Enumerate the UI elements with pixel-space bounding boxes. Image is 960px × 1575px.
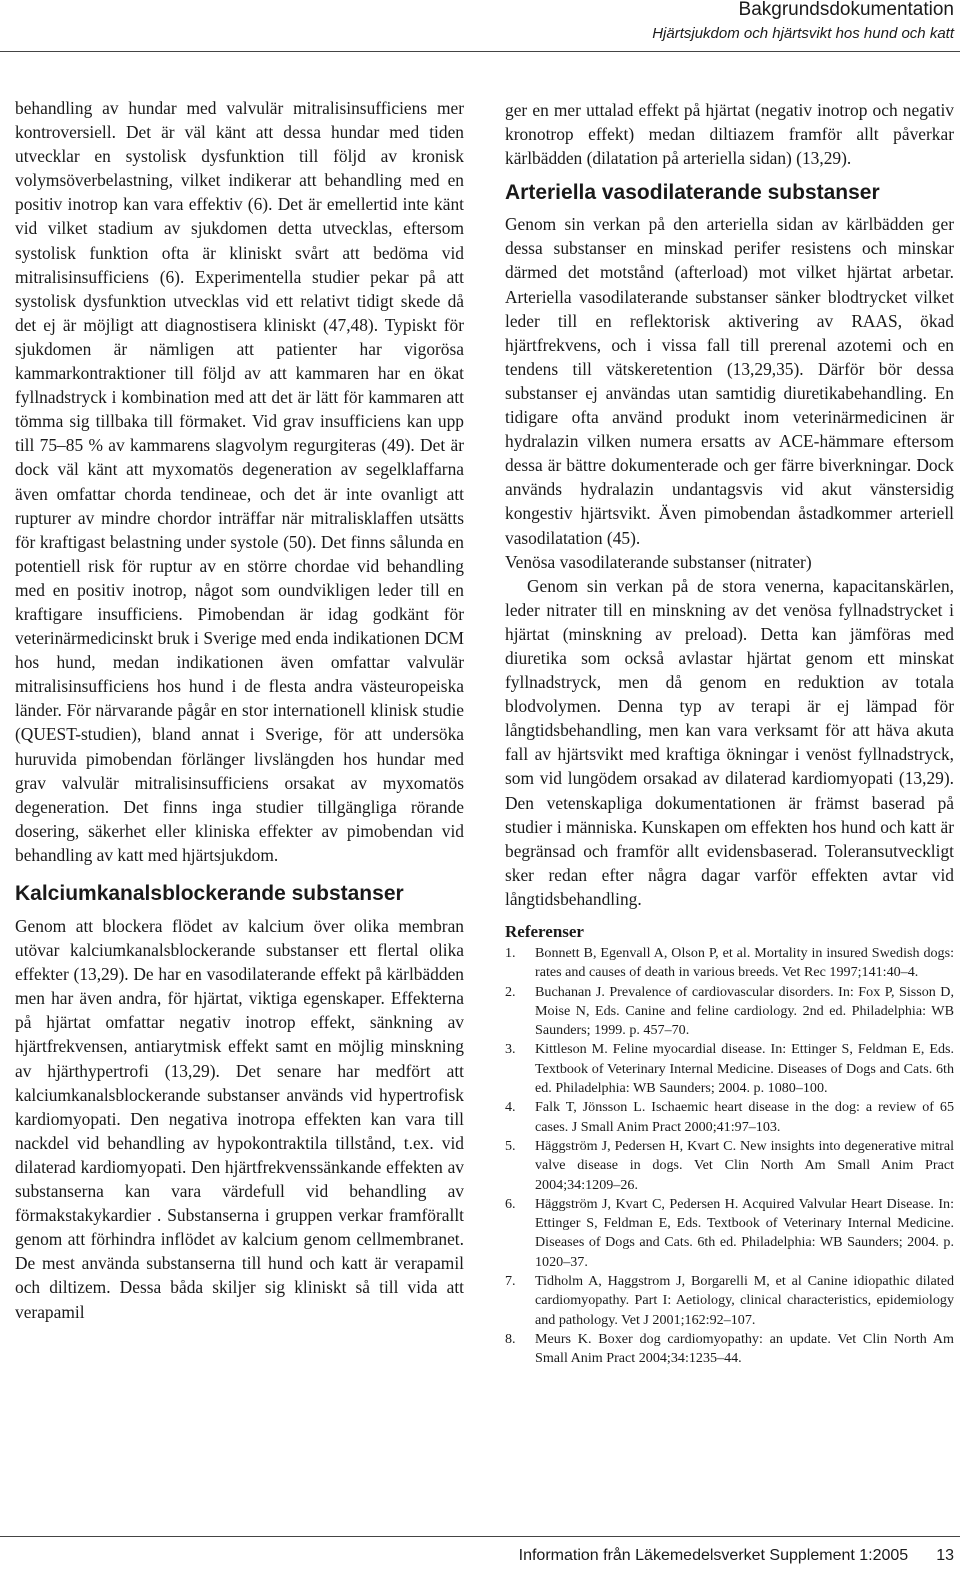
reference-text: Tidholm A, Haggstrom J, Borgarelli M, et al Canine idiopathic dilated cardiomyopathy. Part I: Aetiology, clinical characteristics, epidemiology and pathology. Vet J 2001;162:92–107.: [535, 1273, 954, 1328]
body-paragraph-nitrater: Genom sin verkan på de stora venerna, kapacitanskärlen, leder nitrater till en minskning av det venösa fyllnadstrycket i hjärtat (minskning av preload). Detta kan jämföras med diuretika som också avlastar hjärtat genom ett minskat fyllnadstryck, men då genom en reduktion av totala blodvolymen. Denna typ av terapi är ej lämpad för långtidsbehandling, men kan vara verksamt för att häva akuta fall av hjärtsvikt med kraftiga ökningar i venöst fyllnadstryck, som vid lungödem orsakad av dilaterad kardiomyopati (13,29). Den vetenskapliga dokumentationen är främst baserad på studier i människa. Kunskapen om effekten hos hund och katt är begränsad och framför allt evidensbaserad. Toleransutveckligt sker redan efter några dagar varför effekten avtar vid långtidsbehandling.: [505, 575, 954, 909]
reference-number: 6.: [505, 1195, 516, 1212]
body-paragraph-continued: ger en mer uttalad effekt på hjärtat (negativ inotrop och negativ kronotrop effekt) medan diltiazem framför allt påverkar kärlbädden (dilatation på arteriella sidan) (13,29).: [505, 100, 954, 169]
reference-number: 1.: [505, 945, 516, 961]
reference-item: [505, 1272, 954, 1330]
right-column: [505, 98, 954, 1369]
body-paragraph-arteriella: Genom sin verkan på den arteriella sidan av kärlbädden ger dessa substanser en minskad perifer resistens och minskar därmed det motstånd (afterload) mot vilket hjärtat arbetar. Arteriella vasodilaterande substanser sänker blodtrycket vilket leder till en reflektorisk aktivering av RAAS, ökad hjärtfrekvens, och i vissa fall till prerenal azotemi och en tendens till vätskeretention (13,29,35). Därför bör dessa substanser ej användas utan samtidig diuretikabehandling. En tidigare ofta använd produkt inom veterinärmedicinen är hydralazin vilken numera ersatts av ACE-hämmare eftersom dessa är bättre dokumenterade och ger färre biverkningar. Dock används hydralazin undantagsvis vid akut vänstersidig kongestiv hjärtsvikt. Även pimobendan åstadkommer arteriell vasodilatation (45).: [505, 214, 954, 548]
reference-item: [505, 983, 954, 1041]
reference-text: Bonnett B, Egenvall A, Olson P, et al. Mortality in insured Swedish dogs: rates and causes of death in various breeds. Vet Rec 1997;141:40–4.: [535, 945, 954, 981]
references-list: [505, 944, 954, 1369]
reference-item: [505, 1137, 954, 1195]
reference-number: 5.: [505, 1137, 516, 1154]
heading-kalciumkanalsblockerande: Kalciumkanalsblockerande substanser: [15, 882, 404, 905]
reference-number: 2.: [505, 983, 516, 1000]
left-column: [15, 96, 464, 1324]
reference-number: 3.: [505, 1041, 516, 1058]
references-heading: Referenser: [505, 922, 584, 941]
reference-text: Meurs K. Boxer dog cardiomyopathy: an update. Vet Clin North Am Small Anim Pract 2004;34:1235–44.: [535, 1330, 954, 1367]
page-header: [652, 0, 954, 44]
reference-text: Buchanan J. Prevalence of cardiovascular disorders. In: Fox P, Sisson D, Moise N, Eds. Canine and feline cardiology. 2nd ed. Philadelphia: WB Saunders; 1999. p. 457–70.: [535, 983, 954, 1039]
body-paragraph-kalcium: Genom att blockera flödet av kalcium över olika membran utövar kalciumkanalsblockerande substanser ett flertal olika effekter (13,29). De har en vasodilaterande effekt på kärlbädden men har även andra, för hjärtat, viktiga egenskaper. Effekterna på hjärtat omfattar negativ inotrop effekt, sänkning av hjärtfrekvensen, antiarytmisk effekt samt en möjlig minskning av hjärthypertrofi (13,29). Det senare har medfört att kalciumkanalsblockerande substanser används vid hypertrofisk kardiomyopati. Den negativa inotropa effekten kan vara till nackdel vid behandling av hypokontraktila tillstånd, t.ex. vid dilaterad kardiomyopati. Den hjärtfrekvenssänkande effekten av substanserna kan vara värdefull vid behandling av förmakstakykardier . Substanserna i gruppen verkar framförallt genom att förhindra inflödet av kalcium genom cellmembranet. De mest använda substanserna till hund och katt är verapamil och diltizem. Dessa båda skiljer sig kliniskt så till vida att verapamil: [15, 916, 464, 1322]
header-divider: [0, 51, 960, 52]
reference-number: 7.: [505, 1273, 516, 1290]
reference-number: 8.: [505, 1330, 516, 1347]
reference-text: Häggström J, Kvart C, Pedersen H. Acquired Valvular Heart Disease. In: Ettinger S, Feldman E, Eds. Textbook of Veterinary Internal Medicine. Diseases of Dogs and Cats. 6th ed. Philadelphia: WB Saunders; 2004. p. 1020–37.: [535, 1195, 954, 1270]
reference-item: [505, 944, 954, 983]
subheading-venosa: Venösa vasodilaterande substanser (nitrater): [505, 551, 812, 572]
reference-text: Kittleson M. Feline myocardial disease. In: Ettinger S, Feldman E, Eds. Textbook of Veterinary Internal Medicine. Diseases of Dogs and Cats. 6th ed. Philadelphia: WB Saunders; 2004. p. 1080–100.: [535, 1041, 954, 1097]
reference-item: [505, 1098, 954, 1137]
reference-item: [505, 1195, 954, 1272]
page-footer: [519, 1545, 954, 1567]
body-paragraph-pimobendan: behandling av hundar med valvulär mitralisinsufficiens mer kontroversiell. Det är väl känt att dessa hundar med tiden utvecklar en systolisk dysfunktion till följd av kronisk volymsöverbelastning, vilket indikerar att behandling med en positiv inotrop kan vara effektiv (6). Det är emellertid inte känt vid vilket stadium av sjukdomen detta utvecklas, eftersom systolisk funktion ofta är kliniskt svårt att bedöma vid mitralisinsufficiens (6). Experimentella studier pekar på att systolisk dysfunktion utvecklas vid ett relativt tidigt skede då det ej är möjligt att diagnostisera kliniskt (47,48). Typiskt för sjukdomen är nämligen att patienter har vigorösa kammarkontraktioner till följd av att kammaren har en ökat fyllnadstryck i kombination med att det är lätt för kammaren att tömma sig tillbaka till förmaket. Vid grav insufficiens kan upp till 75–85 % av kammarens slagvolym regurgiteras (49). Det är dock väl känt att myxomatös degeneration av segelklaffarna även omfattar chorda tendineae, och det är inte ovanligt att rupturer av mindre chordor inträffar när mitralisklaffen utsätts för kraftigast belastning under systole (50). Det finns sålunda en potentiell risk för ruptur av en större chordae vid behandling med en positiv inotrop, något som oundvikligen leder till en kraftigare insufficiens. Pimobendan är idag godkänt för veterinärmedicinskt bruk i Sverige med enda indikationen DCM hos hund, medan indikationen även omfattar valvulär mitralisinsufficiens hos hund i de flesta andra västeuropeiska länder. För närvarande pågår en stor internationell klinisk studie (QUEST-studien), bland annat i Sverige, för att undersöka huruvida pimobendan förlänger livslängden hos hundar med grav valvulär mitralisinsufficiens orsakat av myxomatös degeneration. Det finns inga studier tillgängliga rörande dosering, säkerhet eller kliniska effekter av pimobendan vid behandling av katt med hjärtsjukdom.: [15, 98, 464, 865]
section-title: Bakgrundsdokumentation: [738, 0, 954, 20]
heading-arteriella-vasodilaterande: Arteriella vasodilaterande substanser: [505, 181, 880, 205]
reference-item: [505, 1330, 954, 1369]
reference-text: Häggström J, Pedersen H, Kvart C. New insights into degenerative mitral valve disease in dogs. Vet Clin North Am Small Anim Pract 2004;34:1209–26.: [535, 1137, 954, 1193]
reference-text: Falk T, Jönsson L. Ischaemic heart disease in the dog: a review of 65 cases. J Small Anim Pract 2000;41:97–103.: [535, 1099, 954, 1135]
publication-name: Information från Läkemedelsverket Supplement 1:2005: [518, 1547, 909, 1564]
reference-number: 4.: [505, 1099, 516, 1116]
page-number: 13: [936, 1547, 954, 1564]
footer-divider: [0, 1536, 960, 1537]
document-subtitle: Hjärtsjukdom och hjärtsvikt hos hund och katt: [652, 25, 954, 42]
reference-item: [505, 1040, 954, 1098]
